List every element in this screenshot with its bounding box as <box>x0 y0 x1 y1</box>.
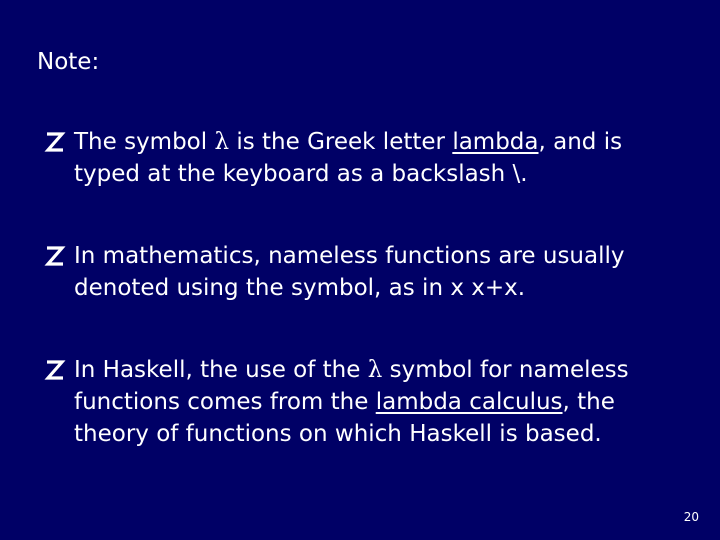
lambda-symbol: λ <box>367 357 383 383</box>
bullet-item-haskell <box>44 354 704 450</box>
bullet-line: denoted using the symbol, as in x x+x. <box>74 275 526 301</box>
z-bullet-icon <box>44 357 66 383</box>
lambda-link[interactable]: lambda <box>452 129 539 155</box>
z-bullet-icon <box>44 243 66 269</box>
bullet-line: The symbol λ is the Greek letter lambda, and is <box>74 129 623 155</box>
bullet-item-lambda-symbol <box>44 126 704 190</box>
bullet-line: typed at the keyboard as a backslash \. <box>74 161 528 187</box>
lambda-calculus-link[interactable]: lambda calculus <box>375 389 563 415</box>
bullet-line: functions comes from the lambda calculus, the <box>74 389 615 415</box>
bullet-line: In mathematics, nameless functions are usually <box>74 243 625 269</box>
z-bullet-icon <box>44 129 66 155</box>
page-number: 20 <box>683 510 699 524</box>
bullet-line: In Haskell, the use of the λ symbol for nameless <box>74 357 629 383</box>
bullet-item-mathematics <box>44 240 704 304</box>
slide-heading: Note: <box>37 49 100 75</box>
bullet-line: theory of functions on which Haskell is based. <box>74 421 602 447</box>
lambda-symbol: λ <box>214 129 230 155</box>
